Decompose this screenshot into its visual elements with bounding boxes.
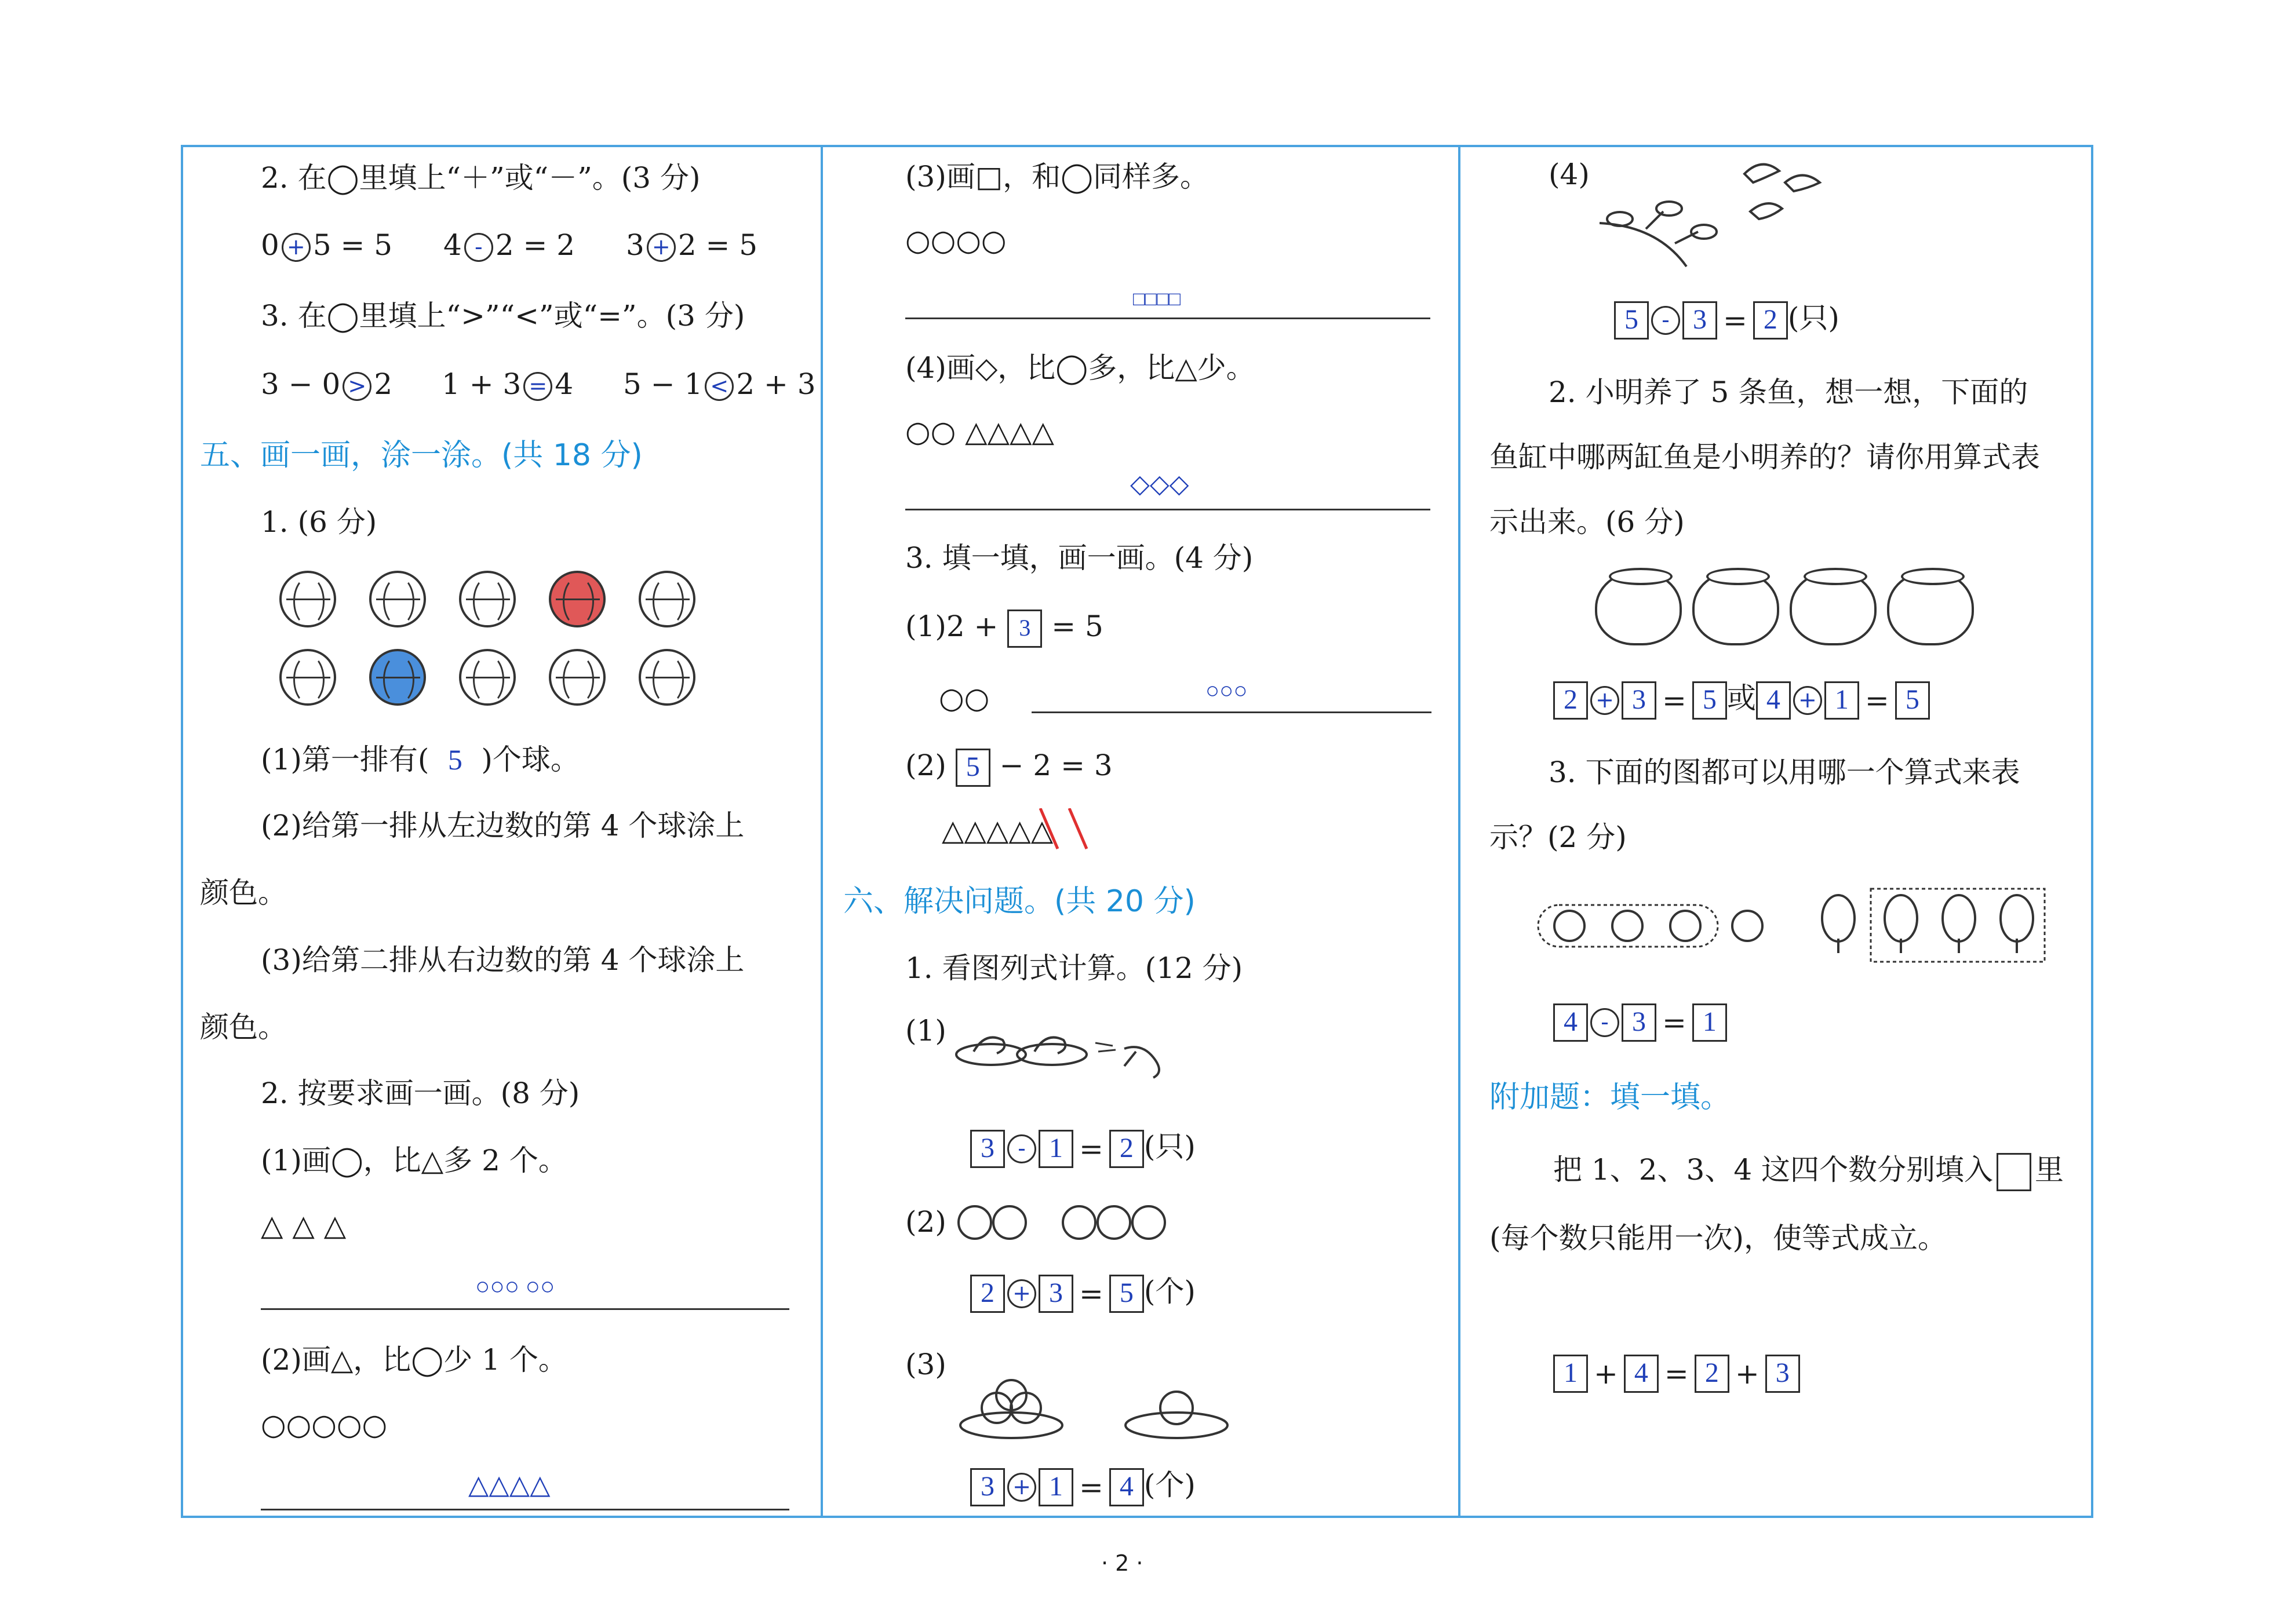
s6-p3-equation: 3 + 1 = 4 (个): [970, 1468, 1196, 1506]
draw-q3-given: ○○○○: [905, 224, 1007, 257]
q2-eq2-left: 4: [443, 228, 462, 262]
q3eq-box-b[interactable]: 3: [1622, 1003, 1656, 1042]
section-5-heading: 五、画一画，涂一涂。(共 18 分): [200, 438, 643, 473]
p2-box-result[interactable]: 5: [1109, 1275, 1144, 1313]
q3eq-box-a[interactable]: 4: [1553, 1003, 1588, 1042]
p4-unit: (只): [1787, 301, 1839, 335]
q3-equation-3: [623, 367, 816, 401]
ball-icon: [369, 571, 426, 627]
bonus-line2: (每个数只能用一次)，使等式成立。: [1489, 1221, 1947, 1255]
q2-eq2-right: 2 = 2: [495, 228, 575, 262]
s5-q2-part2-answer[interactable]: △△△△: [468, 1470, 551, 1499]
q2-equation-2: [443, 228, 575, 262]
answer-line: [905, 317, 1430, 319]
s5-q1-part3-line1: (3)给第二排从右边数的第 4 个球涂上: [261, 943, 745, 977]
answer-line: [905, 509, 1430, 510]
bonus-line1-tail: 里: [2035, 1153, 2064, 1187]
s6-p4-label: (4): [1549, 158, 1590, 191]
s6-q3-equation: 4 - 3 = 1: [1553, 1003, 1727, 1042]
answer-line: [261, 1308, 789, 1310]
s5-q1-part3-line2: 颜色。: [200, 1010, 287, 1044]
p3-box-result[interactable]: 4: [1109, 1468, 1144, 1506]
q2-eq3-left: 3: [626, 228, 644, 262]
p3-box-a[interactable]: 3: [970, 1468, 1005, 1506]
s6-p3-label: (3): [905, 1348, 946, 1381]
p3-op[interactable]: +: [1007, 1473, 1036, 1502]
ball-icon: [639, 571, 695, 627]
q2-eq3-right: 2 = 5: [677, 228, 758, 262]
peach-plates-icon: [956, 1367, 1234, 1443]
p1-box-result[interactable]: 2: [1109, 1130, 1144, 1168]
ball-icon-colored-blue: [369, 649, 426, 706]
s5-q2-part2: (2)画△，比◯少 1 个。: [261, 1343, 567, 1377]
fill-part1-given: ○○: [939, 681, 990, 715]
q3-eq3-left: 5 − 1: [623, 367, 703, 401]
bonus-equation: 1 + 4 = 2 + 3: [1553, 1355, 1800, 1393]
s5-q2-part1-answer[interactable]: ○○○ ○○: [475, 1273, 555, 1300]
q3-eq3-right: 2 + 3: [736, 367, 816, 401]
q3-title: 3. 在◯里填上“>”“<”或“=”。(3 分): [261, 299, 745, 333]
circles-group-icon: [956, 1200, 1188, 1247]
bonus-empty-box: [1997, 1153, 2031, 1191]
q2-equation-1: [261, 228, 393, 262]
bonus-box-3[interactable]: 2: [1695, 1355, 1729, 1393]
p2-unit: (个): [1143, 1275, 1196, 1308]
bonus-box-4[interactable]: 3: [1765, 1355, 1800, 1393]
s6-q2-line1: 2. 小明养了 5 条鱼，想一想，下面的: [1549, 375, 2028, 409]
p2-op[interactable]: +: [1007, 1279, 1036, 1308]
bonus-box-1[interactable]: 1: [1553, 1355, 1588, 1393]
or-label: 或: [1726, 681, 1756, 715]
q3-equation-1: [261, 367, 393, 401]
q2eq1-box-result[interactable]: 5: [1692, 681, 1727, 720]
q2-equation-3: [626, 228, 758, 262]
birds-on-branch-icon: [1594, 151, 1849, 272]
q3-eq1-right: 2: [374, 367, 393, 401]
section-6-heading: 六、解决问题。(共 20 分): [843, 884, 1196, 919]
p1-unit: (只): [1143, 1130, 1196, 1163]
p1-box-b[interactable]: 1: [1039, 1130, 1073, 1168]
p3-unit: (个): [1143, 1468, 1196, 1502]
q3eq-box-result[interactable]: 1: [1692, 1003, 1727, 1042]
s6-p1-equation: 3 - 1 = 2 (只): [970, 1130, 1196, 1168]
fill-q3-part2: [905, 749, 1113, 787]
cross-out-marks: [1029, 808, 1098, 855]
q2-eq3-answer[interactable]: +: [647, 233, 676, 262]
s5-q1-part1-answer[interactable]: 5: [447, 743, 462, 776]
ball-icon: [549, 649, 606, 706]
p2-box-a[interactable]: 2: [970, 1275, 1005, 1313]
fill-q3-part1: [905, 610, 1103, 648]
q3-eq1-answer[interactable]: >: [343, 372, 371, 401]
s5-q1-part1-tail: )个球。: [481, 743, 580, 776]
draw-q3-answer[interactable]: □□□□: [1133, 289, 1181, 310]
q2eq2-box-b[interactable]: 1: [1824, 681, 1859, 720]
s5-q1-part1-text: (1)第一排有(: [261, 743, 429, 776]
s6-q2-line2: 鱼缸中哪两缸鱼是小明养的？请你用算式表: [1489, 440, 2040, 474]
q2eq1-box-a[interactable]: 2: [1553, 681, 1588, 720]
q2-eq1-right: 5 = 5: [312, 228, 393, 262]
q3-eq2-left: 1 + 3: [442, 367, 522, 401]
p4-box-a[interactable]: 5: [1614, 301, 1649, 340]
q3-eq3-answer[interactable]: <: [705, 372, 734, 401]
p3-box-b[interactable]: 1: [1039, 1468, 1073, 1506]
s6-p1-label: (1): [905, 1014, 946, 1048]
s5-q1-part2-line2: 颜色。: [200, 876, 287, 910]
ball-icon: [459, 571, 516, 627]
s5-q1-part1: [261, 745, 580, 774]
s6-p2-equation: 2 + 3 = 5 (个): [970, 1275, 1196, 1313]
column-divider-2: [1458, 145, 1460, 1518]
s6-q2-equations: 2 + 3 = 5 或 4 + 1 = 5: [1553, 681, 1930, 720]
answer-line: [261, 1509, 789, 1510]
fish-bowl-icon: [1790, 570, 1877, 645]
q2eq2-op[interactable]: +: [1793, 686, 1822, 715]
fill-part2-label: (2): [905, 749, 946, 782]
p1-op[interactable]: -: [1007, 1134, 1036, 1163]
p4-box-b[interactable]: 3: [1682, 301, 1717, 340]
s5-q2-part2-given: ○○○○○: [261, 1408, 388, 1441]
fill-part1-left: (1)2 +: [905, 610, 999, 643]
fish-bowl-icon: [1595, 570, 1682, 645]
q2-eq1-answer[interactable]: +: [282, 233, 311, 262]
fill-part2-triangles: △△△△△: [942, 813, 1054, 847]
q3-equation-2: [442, 367, 574, 401]
fish-bowl-icon: [1692, 570, 1779, 645]
s6-p2-label: (2): [905, 1205, 946, 1239]
q3eq-op[interactable]: -: [1590, 1008, 1619, 1037]
ball-icon: [279, 571, 336, 627]
s6-q3-line2: 示？(2 分): [1489, 820, 1627, 854]
fill-part1-box[interactable]: 3: [1007, 610, 1042, 648]
column-divider-1: [821, 145, 823, 1518]
bonus-line1-text: 把 1、2、3、4 这四个数分别填入: [1553, 1153, 1994, 1187]
peaches-and-trees-icon: [1536, 886, 2057, 968]
q2-eq1-left: 0: [261, 228, 279, 262]
draw-q4-given: ○○ △△△△: [905, 415, 1054, 448]
ball-icon-colored-red: [549, 571, 606, 627]
fill-q3-title: 3. 填一填，画一画。(4 分): [905, 541, 1254, 575]
p4-box-result[interactable]: 2: [1753, 301, 1788, 340]
s6-q2-line3: 示出来。(6 分): [1489, 505, 1685, 539]
p4-op[interactable]: -: [1651, 306, 1680, 335]
fill-part1-answer[interactable]: ○○○: [1205, 677, 1248, 703]
q3-eq2-right: 4: [555, 367, 574, 401]
fish-bowl-icon: [1887, 570, 1974, 645]
s6-q3-line1: 3. 下面的图都可以用哪一个算式来表: [1549, 756, 2020, 789]
s6-p4-equation: 5 - 3 = 2 (只): [1614, 301, 1839, 340]
bonus-line1: [1553, 1153, 2064, 1191]
q2eq1-box-b[interactable]: 3: [1622, 681, 1656, 720]
fill-part2-box[interactable]: 5: [956, 749, 990, 787]
s5-q1-title: 1. (6 分): [261, 505, 377, 539]
ball-icon: [639, 649, 695, 706]
q2eq2-box-a[interactable]: 4: [1756, 681, 1791, 720]
page-number: · 2 ·: [1101, 1550, 1143, 1576]
frog-icon: [950, 1008, 1182, 1095]
draw-q4-title: (4)画◇，比◯多，比△少。: [905, 351, 1255, 385]
q2-eq2-answer[interactable]: -: [464, 233, 493, 262]
q2-title: 2. 在◯里填上“＋”或“－”。(3 分): [261, 161, 701, 195]
s5-q1-part2-line1: (2)给第一排从左边数的第 4 个球涂上: [261, 809, 745, 842]
ball-icon: [459, 649, 516, 706]
bonus-box-2[interactable]: 4: [1624, 1355, 1659, 1393]
draw-q4-answer[interactable]: ◇◇◇: [1130, 470, 1189, 498]
s5-q2-part1-given: △ △ △: [261, 1209, 347, 1242]
p2-box-b[interactable]: 3: [1039, 1275, 1073, 1313]
q2eq2-box-result[interactable]: 5: [1895, 681, 1930, 720]
fill-part1-right: = 5: [1051, 610, 1103, 643]
ball-icon: [279, 649, 336, 706]
p1-box-a[interactable]: 3: [970, 1130, 1005, 1168]
bonus-heading: 附加题：填一填。: [1489, 1080, 1731, 1115]
s5-q2-title: 2. 按要求画一画。(8 分): [261, 1076, 580, 1110]
q2eq1-op[interactable]: +: [1590, 686, 1619, 715]
draw-q3-title: (3)画□，和◯同样多。: [905, 160, 1210, 194]
answer-line: [1032, 711, 1431, 713]
s6-q1-title: 1. 看图列式计算。(12 分): [905, 951, 1243, 985]
q3-eq2-answer[interactable]: =: [523, 372, 552, 401]
fill-part2-right: − 2 = 3: [999, 749, 1113, 782]
q3-eq1-left: 3 − 0: [261, 367, 341, 401]
s5-q2-part1: (1)画◯，比△多 2 个。: [261, 1144, 567, 1177]
